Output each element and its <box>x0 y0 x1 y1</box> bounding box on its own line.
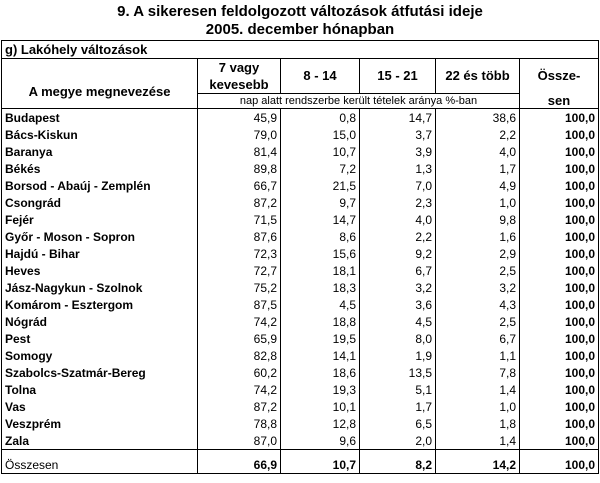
county-name: Bács-Kiskun <box>2 126 198 143</box>
county-name: Baranya <box>2 143 198 160</box>
value-col4: 3,2 <box>436 279 520 296</box>
value-col1: 87,2 <box>198 194 281 211</box>
value-col3: 8,0 <box>360 330 436 347</box>
value-col1: 66,7 <box>198 177 281 194</box>
table-row <box>2 143 599 160</box>
summary-total: 100,0 <box>520 456 599 474</box>
header-total-line1: Össze- <box>520 59 599 94</box>
value-total: 100,0 <box>520 398 599 415</box>
value-col1: 78,8 <box>198 415 281 432</box>
summary-col4: 14,2 <box>436 456 520 474</box>
value-col4: 1,0 <box>436 194 520 211</box>
value-col1: 71,5 <box>198 211 281 228</box>
county-name: Somogy <box>2 347 198 364</box>
table-row <box>2 126 599 143</box>
county-name: Zala <box>2 432 198 450</box>
value-col4: 1,1 <box>436 347 520 364</box>
value-col2: 9,7 <box>281 194 360 211</box>
value-col1: 87,2 <box>198 398 281 415</box>
county-name: Heves <box>2 262 198 279</box>
value-col4: 2,2 <box>436 126 520 143</box>
value-col4: 1,8 <box>436 415 520 432</box>
value-col3: 4,0 <box>360 211 436 228</box>
table-row <box>2 245 599 262</box>
value-col4: 1,6 <box>436 228 520 245</box>
table-row <box>2 177 599 194</box>
value-col2: 12,8 <box>281 415 360 432</box>
value-col4: 4,0 <box>436 143 520 160</box>
value-col1: 60,2 <box>198 364 281 381</box>
value-col1: 82,8 <box>198 347 281 364</box>
header-col2: 8 - 14 <box>281 59 360 94</box>
header-subheader: nap alatt rendszerbe került tételek aránya %-ban <box>198 94 520 109</box>
value-col1: 87,0 <box>198 432 281 450</box>
value-col1: 72,7 <box>198 262 281 279</box>
summary-label: Összesen <box>2 456 198 474</box>
value-col3: 6,7 <box>360 262 436 279</box>
value-col3: 13,5 <box>360 364 436 381</box>
section-row <box>2 41 599 59</box>
county-name: Hajdú - Bihar <box>2 245 198 262</box>
table-row <box>2 228 599 245</box>
value-total: 100,0 <box>520 211 599 228</box>
table-row <box>2 211 599 228</box>
value-col1: 65,9 <box>198 330 281 347</box>
header-col1-line2: kevesebb <box>198 76 281 94</box>
table-row <box>2 313 599 330</box>
value-col4: 2,5 <box>436 313 520 330</box>
value-total: 100,0 <box>520 347 599 364</box>
value-col3: 1,9 <box>360 347 436 364</box>
value-total: 100,0 <box>520 109 599 127</box>
value-total: 100,0 <box>520 279 599 296</box>
value-total: 100,0 <box>520 160 599 177</box>
table-row <box>2 432 599 450</box>
value-total: 100,0 <box>520 313 599 330</box>
value-col4: 1,7 <box>436 160 520 177</box>
value-col3: 3,6 <box>360 296 436 313</box>
value-col3: 5,1 <box>360 381 436 398</box>
value-col1: 87,6 <box>198 228 281 245</box>
header-total-line2: sen <box>520 94 599 109</box>
header-col1-line1: 7 vagy <box>198 59 281 77</box>
value-col2: 8,6 <box>281 228 360 245</box>
header-col4: 22 és több <box>436 59 520 94</box>
county-name: Csongrád <box>2 194 198 211</box>
county-name: Fejér <box>2 211 198 228</box>
header-col3: 15 - 21 <box>360 59 436 94</box>
value-col2: 19,5 <box>281 330 360 347</box>
value-col4: 1,4 <box>436 381 520 398</box>
value-col3: 2,3 <box>360 194 436 211</box>
value-col1: 89,8 <box>198 160 281 177</box>
header-county: A megye megnevezése <box>2 76 198 109</box>
table-row <box>2 160 599 177</box>
value-col2: 18,3 <box>281 279 360 296</box>
value-col4: 4,9 <box>436 177 520 194</box>
table-row <box>2 109 599 127</box>
value-col3: 7,0 <box>360 177 436 194</box>
summary-col1: 66,9 <box>198 456 281 474</box>
county-name: Vas <box>2 398 198 415</box>
county-name: Borsod - Abaúj - Zemplén <box>2 177 198 194</box>
value-total: 100,0 <box>520 194 599 211</box>
value-col3: 14,7 <box>360 109 436 127</box>
county-name: Tolna <box>2 381 198 398</box>
table-row <box>2 194 599 211</box>
value-col2: 0,8 <box>281 109 360 127</box>
summary-row <box>2 456 599 474</box>
value-total: 100,0 <box>520 177 599 194</box>
value-total: 100,0 <box>520 126 599 143</box>
value-col2: 19,3 <box>281 381 360 398</box>
report-title-line2: 2005. december hónapban <box>205 21 395 38</box>
value-col2: 9,6 <box>281 432 360 450</box>
value-col2: 15,0 <box>281 126 360 143</box>
value-col3: 2,0 <box>360 432 436 450</box>
table-row <box>2 381 599 398</box>
value-col3: 1,7 <box>360 398 436 415</box>
value-col4: 6,7 <box>436 330 520 347</box>
summary-col2: 10,7 <box>281 456 360 474</box>
table-row <box>2 262 599 279</box>
value-col4: 2,5 <box>436 262 520 279</box>
value-total: 100,0 <box>520 364 599 381</box>
value-col2: 4,5 <box>281 296 360 313</box>
value-col3: 2,2 <box>360 228 436 245</box>
header-row-1 <box>2 59 599 77</box>
section-label: g) Lakóhely változások <box>2 41 599 59</box>
county-name: Nógrád <box>2 313 198 330</box>
value-col1: 45,9 <box>198 109 281 127</box>
value-col1: 79,0 <box>198 126 281 143</box>
value-total: 100,0 <box>520 245 599 262</box>
value-col3: 4,5 <box>360 313 436 330</box>
county-name: Komárom - Esztergom <box>2 296 198 313</box>
value-total: 100,0 <box>520 381 599 398</box>
value-total: 100,0 <box>520 262 599 279</box>
table-row <box>2 279 599 296</box>
table-row <box>2 347 599 364</box>
value-col2: 21,5 <box>281 177 360 194</box>
county-name: Győr - Moson - Sopron <box>2 228 198 245</box>
value-col1: 74,2 <box>198 313 281 330</box>
county-name: Veszprém <box>2 415 198 432</box>
value-col3: 6,5 <box>360 415 436 432</box>
county-name: Jász-Nagykun - Szolnok <box>2 279 198 296</box>
value-col2: 10,7 <box>281 143 360 160</box>
value-col2: 14,1 <box>281 347 360 364</box>
county-name: Pest <box>2 330 198 347</box>
value-col4: 7,8 <box>436 364 520 381</box>
data-table <box>1 40 599 474</box>
value-col3: 3,7 <box>360 126 436 143</box>
value-col4: 2,9 <box>436 245 520 262</box>
value-col1: 74,2 <box>198 381 281 398</box>
value-col2: 18,8 <box>281 313 360 330</box>
county-name: Budapest <box>2 109 198 127</box>
value-col1: 75,2 <box>198 279 281 296</box>
value-total: 100,0 <box>520 143 599 160</box>
value-col3: 1,3 <box>360 160 436 177</box>
county-name: Szabolcs-Szatmár-Bereg <box>2 364 198 381</box>
value-col3: 3,2 <box>360 279 436 296</box>
value-col1: 72,3 <box>198 245 281 262</box>
value-col4: 4,3 <box>436 296 520 313</box>
table-row <box>2 398 599 415</box>
value-col3: 9,2 <box>360 245 436 262</box>
table-row <box>2 296 599 313</box>
value-col2: 10,1 <box>281 398 360 415</box>
data-rows <box>2 109 599 450</box>
summary-col3: 8,2 <box>360 456 436 474</box>
value-col2: 15,6 <box>281 245 360 262</box>
value-total: 100,0 <box>520 432 599 450</box>
value-col2: 18,1 <box>281 262 360 279</box>
value-col4: 1,0 <box>436 398 520 415</box>
table-row <box>2 330 599 347</box>
value-total: 100,0 <box>520 415 599 432</box>
report-title-line1: 9. A sikeresen feldolgozott változások átfutási ideje <box>117 3 483 20</box>
value-col1: 81,4 <box>198 143 281 160</box>
value-col4: 38,6 <box>436 109 520 127</box>
value-col2: 14,7 <box>281 211 360 228</box>
county-name: Békés <box>2 160 198 177</box>
table-row <box>2 415 599 432</box>
value-col1: 87,5 <box>198 296 281 313</box>
value-col2: 7,2 <box>281 160 360 177</box>
value-col4: 9,8 <box>436 211 520 228</box>
value-col4: 1,4 <box>436 432 520 450</box>
value-total: 100,0 <box>520 228 599 245</box>
value-col2: 18,6 <box>281 364 360 381</box>
value-total: 100,0 <box>520 330 599 347</box>
table-row <box>2 364 599 381</box>
value-col3: 3,9 <box>360 143 436 160</box>
value-total: 100,0 <box>520 296 599 313</box>
